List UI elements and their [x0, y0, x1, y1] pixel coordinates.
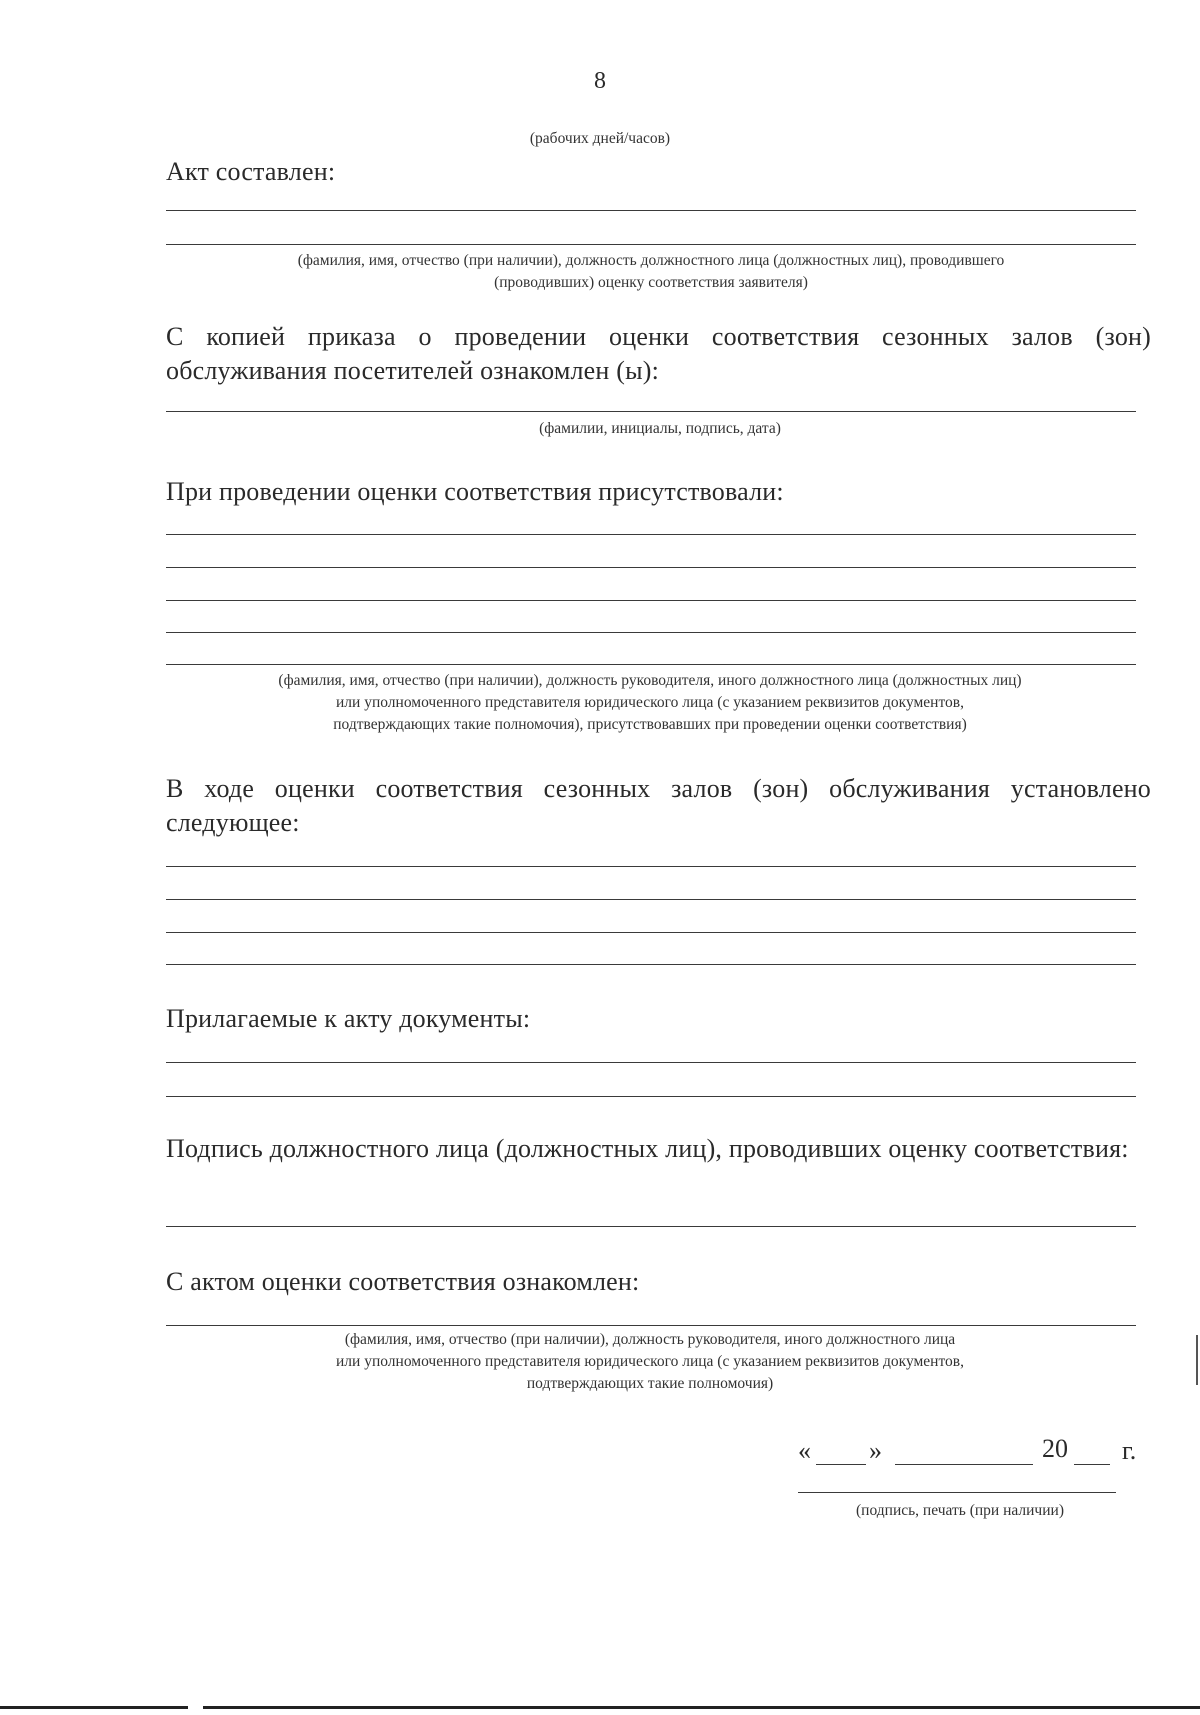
attachments-line-2 — [166, 1096, 1136, 1097]
act-composed-line-1 — [166, 210, 1136, 211]
present-note-line-3: подтверждающих такие полномочия), присутствовавших при проведении оценки соответствия) — [333, 716, 967, 733]
date-month-line — [895, 1464, 1033, 1465]
acquainted-heading: С актом оценки соответствия ознакомлен: — [166, 1267, 640, 1296]
act-composed-heading: Акт составлен: — [166, 157, 336, 186]
sign-stamp-line — [798, 1492, 1116, 1493]
working-days-note: (рабочих дней/часов) — [529, 130, 671, 147]
page-number: 8 — [594, 68, 606, 94]
order-copy-note: (фамилии, инициалы, подпись, дата) — [539, 420, 781, 437]
scan-edge-mark — [1196, 1335, 1198, 1385]
order-copy-text: С копией приказа о проведении оценки соответствия сезонных залов (зон) обслуживания посетителей ознакомлен (ы): — [166, 322, 1151, 385]
acquainted-note-line-2: или уполномоченного представителя юридического лица (с указанием реквизитов документов, — [336, 1353, 964, 1370]
acquainted-note-line-3: подтверждающих такие полномочия) — [526, 1375, 774, 1392]
acquainted-note — [200, 1329, 1100, 1395]
act-composed-note — [166, 250, 1136, 294]
sign-stamp-note: (подпись, печать (при наличии) — [856, 1502, 1064, 1519]
findings-line-4 — [166, 964, 1136, 965]
act-composed-note-line-2: (проводивших) оценку соответствия заявителя) — [494, 274, 808, 291]
present-line-1 — [166, 534, 1136, 535]
present-note-line-2: или уполномоченного представителя юридического лица (с указанием реквизитов документов, — [336, 694, 964, 711]
order-copy-line — [166, 411, 1136, 412]
present-line-5 — [166, 664, 1136, 665]
date-open-quote: « — [798, 1436, 811, 1465]
present-note-line-1: (фамилия, имя, отчество (при наличии), должность руководителя, иного должностного лица (должностных лиц) — [278, 672, 1022, 689]
present-heading: При проведении оценки соответствия присутствовали: — [166, 477, 784, 506]
scan-bottom-bar-left — [0, 1706, 188, 1709]
date-year-line — [1074, 1464, 1110, 1465]
findings-text: В ходе оценки соответствия сезонных залов (зон) обслуживания установлено следующее: — [166, 774, 1151, 837]
date-year-suffix: г. — [1122, 1436, 1137, 1465]
findings-line-3 — [166, 932, 1136, 933]
present-line-4 — [166, 632, 1136, 633]
findings-line-2 — [166, 899, 1136, 900]
present-line-2 — [166, 567, 1136, 568]
act-composed-note-line-1: (фамилия, имя, отчество (при наличии), должность должностного лица (должностных лиц), проводившего — [297, 252, 1005, 269]
attachments-line-1 — [166, 1062, 1136, 1063]
findings-line-1 — [166, 866, 1136, 867]
acquainted-line — [166, 1325, 1136, 1326]
act-composed-line-2 — [166, 244, 1136, 245]
signature-line — [166, 1226, 1136, 1227]
signature-text: Подпись должностного лица (должностных лиц), проводивших оценку соответствия: — [166, 1134, 1129, 1163]
scan-bottom-bar-right — [203, 1706, 1200, 1709]
date-day-line — [816, 1464, 866, 1465]
acquainted-note-line-1: (фамилия, имя, отчество (при наличии), должность руководителя, иного должностного лица — [344, 1331, 956, 1348]
present-line-3 — [166, 600, 1136, 601]
date-year-prefix: 20 — [1042, 1434, 1068, 1463]
present-note — [150, 670, 1150, 736]
attachments-heading: Прилагаемые к акту документы: — [166, 1004, 531, 1033]
date-close-quote: » — [869, 1436, 882, 1465]
